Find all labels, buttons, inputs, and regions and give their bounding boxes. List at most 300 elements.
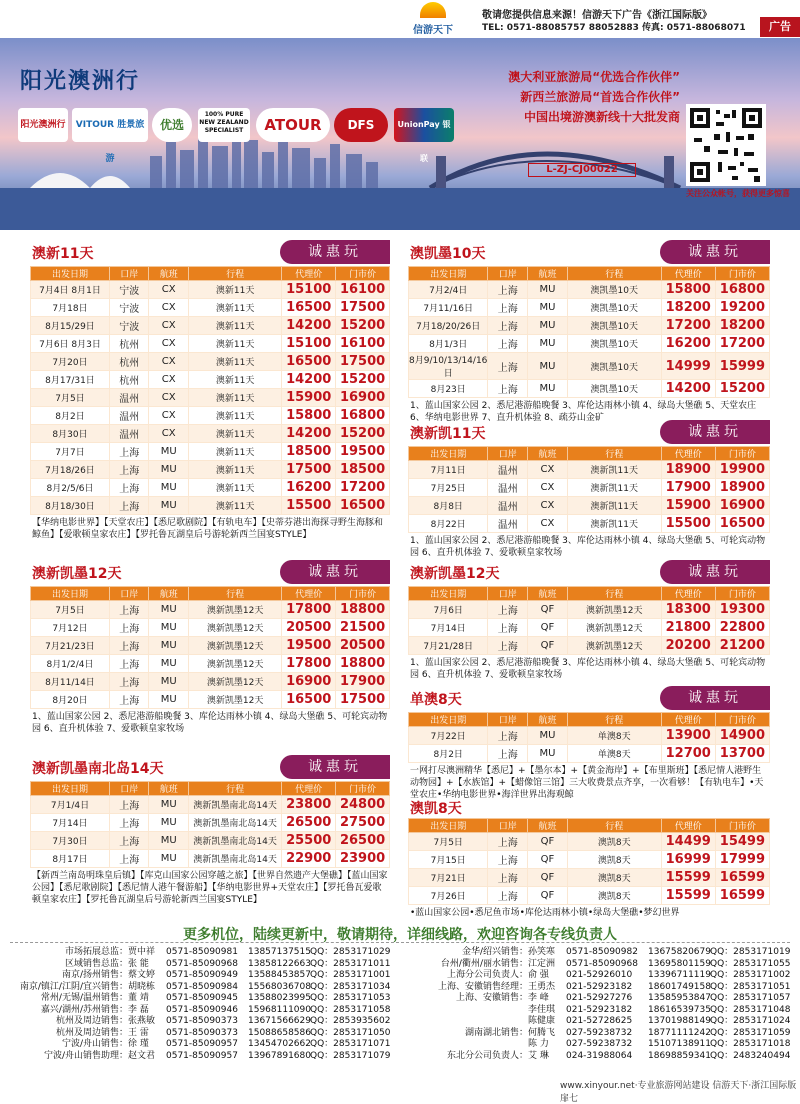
flight: MU xyxy=(528,281,568,299)
port: 上海 xyxy=(109,850,148,868)
contact-field: 13588453857 xyxy=(248,970,311,980)
itinerary: 澳新11天 xyxy=(188,371,281,389)
contact-field: 0571-85090373 xyxy=(166,1027,238,1038)
retail-price: 18900 xyxy=(715,479,769,497)
contact-field: QQ：2853171079 xyxy=(310,1050,391,1061)
section-s3 xyxy=(30,755,390,908)
flight: QF xyxy=(528,851,568,869)
table-row xyxy=(409,281,770,299)
departure-date: 7月18/26日 xyxy=(31,461,110,479)
section-title: 澳新11天 xyxy=(32,246,94,262)
port: 杭州 xyxy=(109,335,148,353)
header-notice: 敬请您提供信息来源！信游天下广告《浙江国际版》 xyxy=(482,10,712,21)
brand-logo-text: 信游天下 xyxy=(413,25,453,36)
agent-price: 17500 xyxy=(282,461,336,479)
contact-row xyxy=(0,982,400,994)
departure-date: 7月18日 xyxy=(31,299,110,317)
contact-field: 18698859341 xyxy=(648,1050,711,1061)
departure-date: 8月17日 xyxy=(31,850,110,868)
retail-price: 20500 xyxy=(336,637,390,655)
itinerary: 澳新11天 xyxy=(188,425,281,443)
flight: QF xyxy=(528,601,568,619)
departure-date: 8月17/31日 xyxy=(31,371,110,389)
itinerary: 澳新凯墨12天 xyxy=(188,673,281,691)
column-header: 口岸 xyxy=(488,713,528,727)
contact-field: QQ：2853171018 xyxy=(710,1039,791,1049)
logo-vitour: VITOUR 胜景旅游 xyxy=(72,108,148,142)
column-header: 代理价 xyxy=(661,587,715,601)
retail-price: 15200 xyxy=(336,425,390,443)
itinerary: 澳新凯11天 xyxy=(567,461,661,479)
table-row xyxy=(409,869,770,887)
table-row xyxy=(31,389,390,407)
port: 宁波 xyxy=(109,299,148,317)
retail-price: 17500 xyxy=(336,691,390,709)
table-row xyxy=(31,796,390,814)
price-table xyxy=(408,446,770,533)
column-header: 行程 xyxy=(188,782,281,796)
port: 上海 xyxy=(109,443,148,461)
column-header: 航班 xyxy=(528,713,568,727)
contact-field: 艾 琳 xyxy=(528,1050,549,1061)
contact-field: 南京/镇江/江阴/宜兴销售： xyxy=(19,981,128,992)
column-header: 门市价 xyxy=(336,782,390,796)
departure-date: 8月1/3日 xyxy=(409,335,488,353)
port: 上海 xyxy=(488,353,528,380)
contact-field: 杭州及周边销售： xyxy=(55,1027,128,1038)
sun-icon xyxy=(420,2,446,18)
column-header: 航班 xyxy=(149,782,188,796)
column-header: 代理价 xyxy=(661,713,715,727)
contact-field: 0571-85090968 xyxy=(566,958,638,969)
column-header: 口岸 xyxy=(109,587,148,601)
section-note: 1、蓝山国家公园 2、悉尼港游船晚餐 3、库伦达雨林小镇 4、绿岛大堡礁 5、可轮宾动物园 6、直升机体验 7、爱歌顿皇家牧场 xyxy=(32,712,388,734)
column-header: 行程 xyxy=(567,713,661,727)
departure-date: 7月21/23日 xyxy=(31,637,110,655)
agent-price: 17900 xyxy=(661,479,715,497)
logo-new-zealand: 100% PURE NEW ZEALAND SPECIALIST xyxy=(198,108,250,142)
logo-atour: ATOUR xyxy=(256,108,330,142)
column-header: 出发日期 xyxy=(409,819,488,833)
contact-row xyxy=(400,970,800,982)
retail-price: 17200 xyxy=(336,479,390,497)
itinerary: 澳新11天 xyxy=(188,317,281,335)
section-tag: 诚惠玩 xyxy=(280,560,390,584)
port: 上海 xyxy=(488,637,528,655)
contact-row xyxy=(400,959,800,971)
contact-field: QQ：2853171051 xyxy=(710,981,791,992)
qr-caption: 关注公众帐号，获得更多惊喜 xyxy=(686,189,790,198)
retail-price: 17900 xyxy=(336,673,390,691)
agent-price: 14499 xyxy=(661,833,715,851)
contact-field: 常州/无锡/温州销售： xyxy=(40,993,128,1003)
flight: MU xyxy=(149,461,188,479)
itinerary: 澳新凯墨南北岛14天 xyxy=(188,832,281,850)
agent-price: 20500 xyxy=(282,619,336,637)
table-row xyxy=(31,281,390,299)
departure-date: 7月5日 xyxy=(409,833,488,851)
column-header: 口岸 xyxy=(488,447,528,461)
retail-price: 18800 xyxy=(336,601,390,619)
retail-price: 17999 xyxy=(715,851,769,869)
contact-field: 孙笑寒 xyxy=(528,947,556,957)
itinerary: 澳新凯墨12天 xyxy=(567,619,661,637)
port: 上海 xyxy=(488,727,528,745)
contact-field: 18616539735 xyxy=(648,1004,711,1015)
logo-sunshine: 阳光澳洲行 xyxy=(18,108,68,142)
contact-row xyxy=(0,970,400,982)
agent-price: 16500 xyxy=(282,299,336,317)
section-s8 xyxy=(408,798,770,921)
column-header: 航班 xyxy=(149,587,188,601)
table-row xyxy=(31,443,390,461)
contact-row xyxy=(400,947,800,959)
contact-row xyxy=(400,1016,800,1028)
departure-date: 7月26日 xyxy=(409,887,488,905)
port: 杭州 xyxy=(109,353,148,371)
agent-price: 16200 xyxy=(661,335,715,353)
column-header: 代理价 xyxy=(282,587,336,601)
section-title: 澳凯墨10天 xyxy=(410,246,486,262)
section-note: 【新西兰南岛明珠皇后镇】【库克山国家公园穿越之旅】【世界自然遗产大堡礁】【蓝山国家公园】【悉尼歌剧院】【悉尼情人港午餐游船】【华纳电影世界+天堂农庄】【罗托鲁瓦爱歌顿皇家农庄】【罗托鲁瓦湖皇后号游轮新西兰国宴STYLE】 xyxy=(32,871,388,905)
column-header: 门市价 xyxy=(715,819,769,833)
contact-field: 张 能 xyxy=(128,958,149,969)
departure-date: 8月8日 xyxy=(409,497,488,515)
flight: MU xyxy=(528,299,568,317)
agent-price: 15900 xyxy=(282,389,336,407)
itinerary: 澳新凯墨12天 xyxy=(188,655,281,673)
column-header: 航班 xyxy=(528,447,568,461)
agent-price: 25500 xyxy=(282,832,336,850)
port: 上海 xyxy=(488,833,528,851)
header-phone: TEL: 0571-88085757 88052883 传真: 0571-88068071 xyxy=(482,23,746,33)
port: 上海 xyxy=(488,869,528,887)
contact-field: 蔡文婷 xyxy=(128,970,156,980)
departure-date: 7月15日 xyxy=(409,851,488,869)
departure-date: 7月20日 xyxy=(31,353,110,371)
port: 上海 xyxy=(488,601,528,619)
agent-price: 16900 xyxy=(282,673,336,691)
table-row xyxy=(409,299,770,317)
section-tag: 诚惠玩 xyxy=(660,240,770,264)
itinerary: 澳凯墨10天 xyxy=(567,335,661,353)
itinerary: 澳新凯墨南北岛14天 xyxy=(188,814,281,832)
table-row xyxy=(31,425,390,443)
port: 上海 xyxy=(488,299,528,317)
agent-price: 26500 xyxy=(282,814,336,832)
table-header xyxy=(31,267,390,281)
column-header: 门市价 xyxy=(336,587,390,601)
contact-row xyxy=(400,1028,800,1040)
port: 温州 xyxy=(488,497,528,515)
port: 温州 xyxy=(488,461,528,479)
flight: MU xyxy=(528,353,568,380)
itinerary: 澳新凯墨南北岛14天 xyxy=(188,850,281,868)
flight: MU xyxy=(149,832,188,850)
contact-row xyxy=(0,1028,400,1040)
retail-price: 15999 xyxy=(715,353,769,380)
departure-date: 7月25日 xyxy=(409,479,488,497)
contact-field: 赵文君 xyxy=(128,1050,156,1061)
section-note: 1、蓝山国家公园 2、悉尼港游船晚餐 3、库伦达雨林小镇 4、绿岛大堡礁 5、天堂农庄 6、华纳电影世界 7、直升机体验 8、疏芬山金矿 xyxy=(410,401,757,423)
table-row xyxy=(409,851,770,869)
section-tag: 诚惠玩 xyxy=(280,240,390,264)
contact-row xyxy=(400,1005,800,1017)
flight: MU xyxy=(149,497,188,515)
agent-price: 23800 xyxy=(282,796,336,814)
agent-price: 15900 xyxy=(661,497,715,515)
contact-field: 027-59238732 xyxy=(566,1039,633,1049)
retail-price: 16900 xyxy=(715,497,769,515)
flight: CX xyxy=(149,317,188,335)
retail-price: 15200 xyxy=(336,371,390,389)
table-header xyxy=(31,587,390,601)
itinerary: 澳新凯11天 xyxy=(567,515,661,533)
port: 上海 xyxy=(488,887,528,905)
contact-row xyxy=(0,1016,400,1028)
table-header xyxy=(409,447,770,461)
agent-price: 17800 xyxy=(282,655,336,673)
column-header: 门市价 xyxy=(336,267,390,281)
contact-field: QQ：2853171071 xyxy=(310,1039,391,1049)
itinerary: 澳新11天 xyxy=(188,389,281,407)
table-row xyxy=(409,497,770,515)
flight: CX xyxy=(149,299,188,317)
contact-field: QQ：2853171034 xyxy=(310,981,391,992)
column-header: 出发日期 xyxy=(409,447,488,461)
table-row xyxy=(31,371,390,389)
contact-row xyxy=(400,982,800,994)
contact-field: 13695801159 xyxy=(648,958,711,969)
itinerary: 澳新凯墨12天 xyxy=(188,619,281,637)
column-header: 行程 xyxy=(567,587,661,601)
footer: www.xinyour.net·专业旅游网站建设 信游天下·浙江国际版 扉七 xyxy=(560,1081,797,1104)
port: 上海 xyxy=(109,673,148,691)
contact-field: QQ：2853171029 xyxy=(310,947,391,957)
itinerary: 澳新11天 xyxy=(188,407,281,425)
retail-price: 22800 xyxy=(715,619,769,637)
contact-field: 18601749158 xyxy=(648,981,711,992)
flight: MU xyxy=(149,850,188,868)
opera-house-shape xyxy=(30,173,130,188)
departure-date: 7月2/4日 xyxy=(409,281,488,299)
flight: MU xyxy=(528,317,568,335)
itinerary: 澳新11天 xyxy=(188,497,281,515)
column-header: 航班 xyxy=(149,267,188,281)
more-info-banner: 更多机位，陆续更新中，敬请期待，详细线路，欢迎咨询各专线负责人 xyxy=(183,927,617,943)
departure-date: 7月14日 xyxy=(409,619,488,637)
table-row xyxy=(31,673,390,691)
itinerary: 澳新11天 xyxy=(188,443,281,461)
port: 上海 xyxy=(109,479,148,497)
flight: MU xyxy=(149,601,188,619)
flight: QF xyxy=(528,887,568,905)
column-header: 代理价 xyxy=(661,447,715,461)
section-s5 xyxy=(408,420,770,561)
qr-code-icon xyxy=(686,104,766,186)
section-s7 xyxy=(408,686,770,803)
table-row xyxy=(31,691,390,709)
contact-field: 13454702662 xyxy=(248,1039,311,1049)
flight: CX xyxy=(149,281,188,299)
contact-field: 台州/衢州/丽水销售： xyxy=(440,958,528,969)
section-title: 澳新凯11天 xyxy=(410,426,486,442)
departure-date: 8月1/2/4日 xyxy=(31,655,110,673)
flight: CX xyxy=(149,371,188,389)
departure-date: 7月21日 xyxy=(409,869,488,887)
table-row xyxy=(31,353,390,371)
section-title: 澳新凯墨南北岛14天 xyxy=(32,761,164,777)
contact-field: 宁波/舟山销售： xyxy=(61,1039,128,1049)
column-header: 航班 xyxy=(528,267,568,281)
itinerary: 澳新11天 xyxy=(188,479,281,497)
section-title: 澳凯8天 xyxy=(410,801,462,817)
port: 温州 xyxy=(488,479,528,497)
itinerary: 澳新凯11天 xyxy=(567,479,661,497)
table-row xyxy=(409,833,770,851)
port: 上海 xyxy=(109,796,148,814)
partner-line-3: 中国出境游澳新线十大批发商 xyxy=(523,110,680,124)
contact-field: 021-52923182 xyxy=(566,1004,633,1015)
port: 上海 xyxy=(109,461,148,479)
departure-date: 7月11日 xyxy=(409,461,488,479)
agent-price: 15500 xyxy=(282,497,336,515)
itinerary: 澳凯墨10天 xyxy=(567,353,661,380)
agent-price: 15599 xyxy=(661,887,715,905)
departure-date: 7月7日 xyxy=(31,443,110,461)
table-row xyxy=(409,515,770,533)
flight: CX xyxy=(149,335,188,353)
column-header: 门市价 xyxy=(715,267,769,281)
port: 上海 xyxy=(488,619,528,637)
partner-line-1: 澳大利亚旅游局“优选合作伙伴” xyxy=(508,70,680,84)
retail-price: 15200 xyxy=(715,380,769,398)
contact-field: 18771111242 xyxy=(648,1027,711,1038)
agent-price: 14200 xyxy=(282,371,336,389)
table-row xyxy=(409,479,770,497)
port: 上海 xyxy=(488,281,528,299)
agent-price: 16999 xyxy=(661,851,715,869)
table-row xyxy=(409,461,770,479)
agent-price: 15599 xyxy=(661,869,715,887)
contact-field: 胡晓栋 xyxy=(128,981,156,992)
contact-field: 陈 力 xyxy=(528,1039,549,1049)
column-header: 出发日期 xyxy=(31,782,110,796)
table-row xyxy=(409,727,770,745)
license-number: L-ZJ-CJ00022 xyxy=(528,163,636,177)
itinerary: 澳新凯墨12天 xyxy=(188,637,281,655)
column-header: 出发日期 xyxy=(409,713,488,727)
section-s4 xyxy=(408,240,770,426)
retail-price: 19300 xyxy=(715,601,769,619)
table-row xyxy=(31,335,390,353)
contact-row xyxy=(0,1039,400,1051)
contact-field: QQ：2853171058 xyxy=(310,1004,391,1015)
retail-price: 27500 xyxy=(336,814,390,832)
plan-title xyxy=(40,229,209,230)
departure-date: 8月30日 xyxy=(31,425,110,443)
itinerary: 澳凯墨10天 xyxy=(567,299,661,317)
flight: MU xyxy=(149,619,188,637)
logo-unionpay: UnionPay 银联 xyxy=(394,108,454,142)
port: 温州 xyxy=(109,389,148,407)
section-note: •蓝山国家公园•悉尼鱼市场•库伦达雨林小镇•绿岛大堡礁•梦幻世界 xyxy=(410,908,680,918)
flight: MU xyxy=(528,727,568,745)
itinerary: 澳凯墨10天 xyxy=(567,380,661,398)
table-row xyxy=(31,601,390,619)
agent-price: 13900 xyxy=(661,727,715,745)
contact-field: 李 峰 xyxy=(528,993,549,1003)
contact-field: 13585953847 xyxy=(648,993,711,1003)
column-header: 出发日期 xyxy=(31,267,110,281)
agent-price: 16200 xyxy=(282,479,336,497)
departure-date: 7月12日 xyxy=(31,619,110,637)
logo-dfs: DFS xyxy=(334,108,388,142)
hero-banner xyxy=(0,38,800,230)
contact-field: 0571-85090945 xyxy=(166,993,238,1003)
departure-date: 7月22日 xyxy=(409,727,488,745)
column-header: 门市价 xyxy=(715,587,769,601)
port: 上海 xyxy=(109,832,148,850)
table-row xyxy=(409,887,770,905)
price-table xyxy=(30,586,390,709)
departure-date: 8月11/14日 xyxy=(31,673,110,691)
contact-field: 湖南湖北销售： xyxy=(464,1027,528,1038)
table-row xyxy=(31,407,390,425)
flight: MU xyxy=(149,691,188,709)
departure-date: 8月22日 xyxy=(409,515,488,533)
port: 温州 xyxy=(109,425,148,443)
contact-field: 李佳琪 xyxy=(528,1004,556,1015)
contact-field: 13671566629 xyxy=(248,1016,311,1026)
port: 上海 xyxy=(488,851,528,869)
contact-field: QQ：2853171024 xyxy=(710,1016,791,1026)
section-note: 一网打尽澳洲精华【悉尼】+【墨尔本】+【黄金海岸】+【布里斯班】【悉尼情人港野生动物园】+【水族馆】+【蜡像馆三馆】三大收费景点齐享，一次看够！【有轨电车】•天堂农庄•华纳电影世界•海洋世界出海观鲸 xyxy=(410,766,764,800)
section-s2 xyxy=(30,560,390,737)
section-title: 单澳8天 xyxy=(410,692,462,708)
table-row xyxy=(31,479,390,497)
contact-field: 13675820679 xyxy=(648,947,711,957)
retail-price: 23900 xyxy=(336,850,390,868)
agent-price: 15500 xyxy=(661,515,715,533)
contact-field: 13967891680 xyxy=(248,1050,311,1061)
contact-field: 董 靖 xyxy=(128,993,149,1003)
retail-price: 19500 xyxy=(336,443,390,461)
column-header: 口岸 xyxy=(488,267,528,281)
logo-youxuan: 优选 xyxy=(152,108,192,142)
contact-field: 陈健康 xyxy=(528,1016,556,1026)
agent-price: 15800 xyxy=(282,407,336,425)
column-header: 行程 xyxy=(567,267,661,281)
itinerary: 单澳8天 xyxy=(567,727,661,745)
contact-field: QQ：2853171011 xyxy=(310,958,391,969)
itinerary: 澳新凯墨12天 xyxy=(567,601,661,619)
retail-price: 16599 xyxy=(715,869,769,887)
flight: CX xyxy=(149,353,188,371)
price-table xyxy=(408,266,770,398)
contact-field: QQ：2853171048 xyxy=(710,1004,791,1015)
contact-field: QQ：2853171055 xyxy=(710,958,791,969)
itinerary: 澳新凯墨南北岛14天 xyxy=(188,796,281,814)
table-header xyxy=(409,713,770,727)
contact-field: 0571-85090946 xyxy=(166,1004,238,1015)
column-header: 代理价 xyxy=(661,267,715,281)
retail-price: 18800 xyxy=(336,655,390,673)
price-table xyxy=(408,712,770,763)
section-title: 澳新凯墨12天 xyxy=(410,566,500,582)
section-tag: 诚惠玩 xyxy=(280,755,390,779)
port: 上海 xyxy=(109,619,148,637)
